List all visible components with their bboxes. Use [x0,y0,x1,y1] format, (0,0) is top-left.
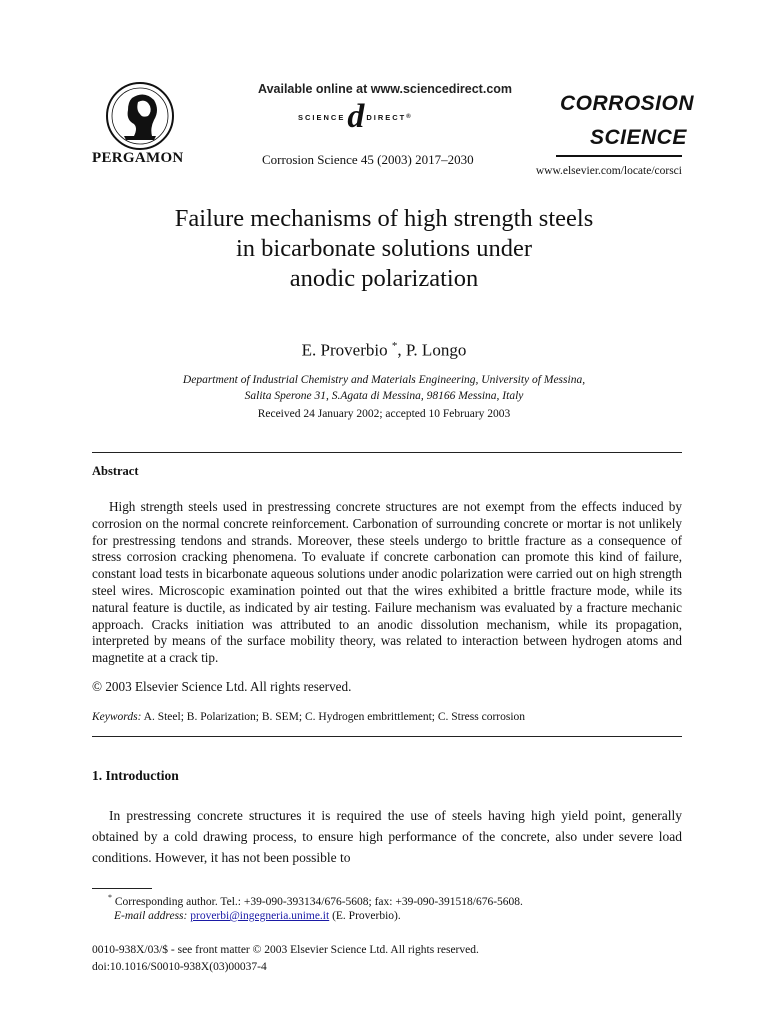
front-matter-line: 0010-938X/03/$ - see front matter © 2003 Elsevier Science Ltd. All rights reserved. [92,944,479,956]
email-link[interactable]: proverbi@ingegneria.unime.it [190,910,330,922]
journal-url[interactable]: www.elsevier.com/locate/corsci [535,165,682,177]
sciencedirect-left: SCIENCE [298,112,346,122]
abstract-top-rule [92,452,682,453]
author-proverbio: E. Proverbio [301,340,388,360]
journal-title-line2: SCIENCE [590,126,687,149]
introduction-paragraph: In prestressing concrete structures it is required the use of steels having high yield point, generally obtained by a cold drawing process, to ensure high performance of the concrete, also under severe load conditions. However, it has not been possible to [92,808,682,865]
affiliation-line-1: Department of Industrial Chemistry and Materials Engineering, University of Messina, [182,374,586,386]
email-suffix: (E. Proverbio). [329,910,401,922]
keywords [92,711,682,723]
sciencedirect-mark: d [347,98,365,135]
title-line-2: in bicarbonate solutions under [236,235,532,262]
sciencedirect-logo [298,100,413,134]
sciencedirect-right: DIRECT [366,112,407,122]
article-title [84,204,684,294]
journal-title-line1: CORROSION [560,92,695,115]
footnote-mark: * [108,893,112,902]
introduction-heading: 1. Introduction [92,768,179,783]
received-dates: Received 24 January 2002; accepted 10 February 2003 [257,408,511,420]
author-list [84,340,684,361]
author-longo: , P. Longo [397,340,467,360]
affiliation-line-2: Salita Sperone 31, S.Agata di Messina, 98166 Messina, Italy [244,390,524,402]
introduction-body [92,805,682,868]
footnote-contact: Corresponding author. Tel.: +39-090-393134/676-5608; fax: +39-090-391518/676-5608. [114,895,523,908]
footnote-rule [92,888,152,889]
keywords-list: A. Steel; B. Polarization; B. SEM; C. Hydrogen embrittlement; C. Stress corrosion [143,711,526,723]
abstract-paragraph: High strength steels used in prestressing concrete structures are not exempt from the effects induced by corrosion on the normal concrete reinforcement. Carbonation of surrounding concrete or mortar is not unlikely for prestressing tendons and strands. Moreover, these steels undergo to brittle fracture as a consequence of stress corrosion cracking phenomena. To evaluate if concrete carbonation can promote this kind of failure, constant load tests in bicarbonate aqueous solutions under anodic polarization were carried out on high strength steel wires. Microscopic examination pointed out that the wires exhibited a brittle fracture mode, while its natural feature is ductile, as indicated by air testing. Failure mechanism was evaluated by a fracture mechanic approach. Cracks initiation was attributed to an anodic dissolution mechanism, while its propagation, interpreted by means of the surface mobility theory, was related to interaction between hydrogen atoms and magnetite at a crack tip. [92,499,682,666]
email-label: E-mail address: [114,910,188,922]
doi-line[interactable]: doi:10.1016/S0010-938X(03)00037-4 [92,961,267,973]
title-line-1: Failure mechanisms of high strength steels [174,205,594,232]
publisher-name: PERGAMON [92,150,184,166]
corresponding-author-mark[interactable]: * [391,340,398,352]
available-online-text: Available online at www.sciencedirect.com [258,82,513,96]
title-line-3: anodic polarization [289,265,479,292]
affiliation [84,372,684,404]
abstract-copyright: © 2003 Elsevier Science Ltd. All rights reserved. [92,679,352,694]
abstract-bottom-rule [92,736,682,737]
sciencedirect-trademark: ® [406,114,413,120]
elsevier-tree-logo [104,80,176,152]
email-footnote [114,910,401,922]
corresponding-author-footnote [108,893,523,908]
abstract-heading: Abstract [92,464,139,478]
journal-citation: Corrosion Science 45 (2003) 2017–2030 [262,152,474,167]
keywords-label: Keywords: [92,711,142,723]
abstract-body [92,499,682,667]
journal-title-rule [556,155,682,157]
